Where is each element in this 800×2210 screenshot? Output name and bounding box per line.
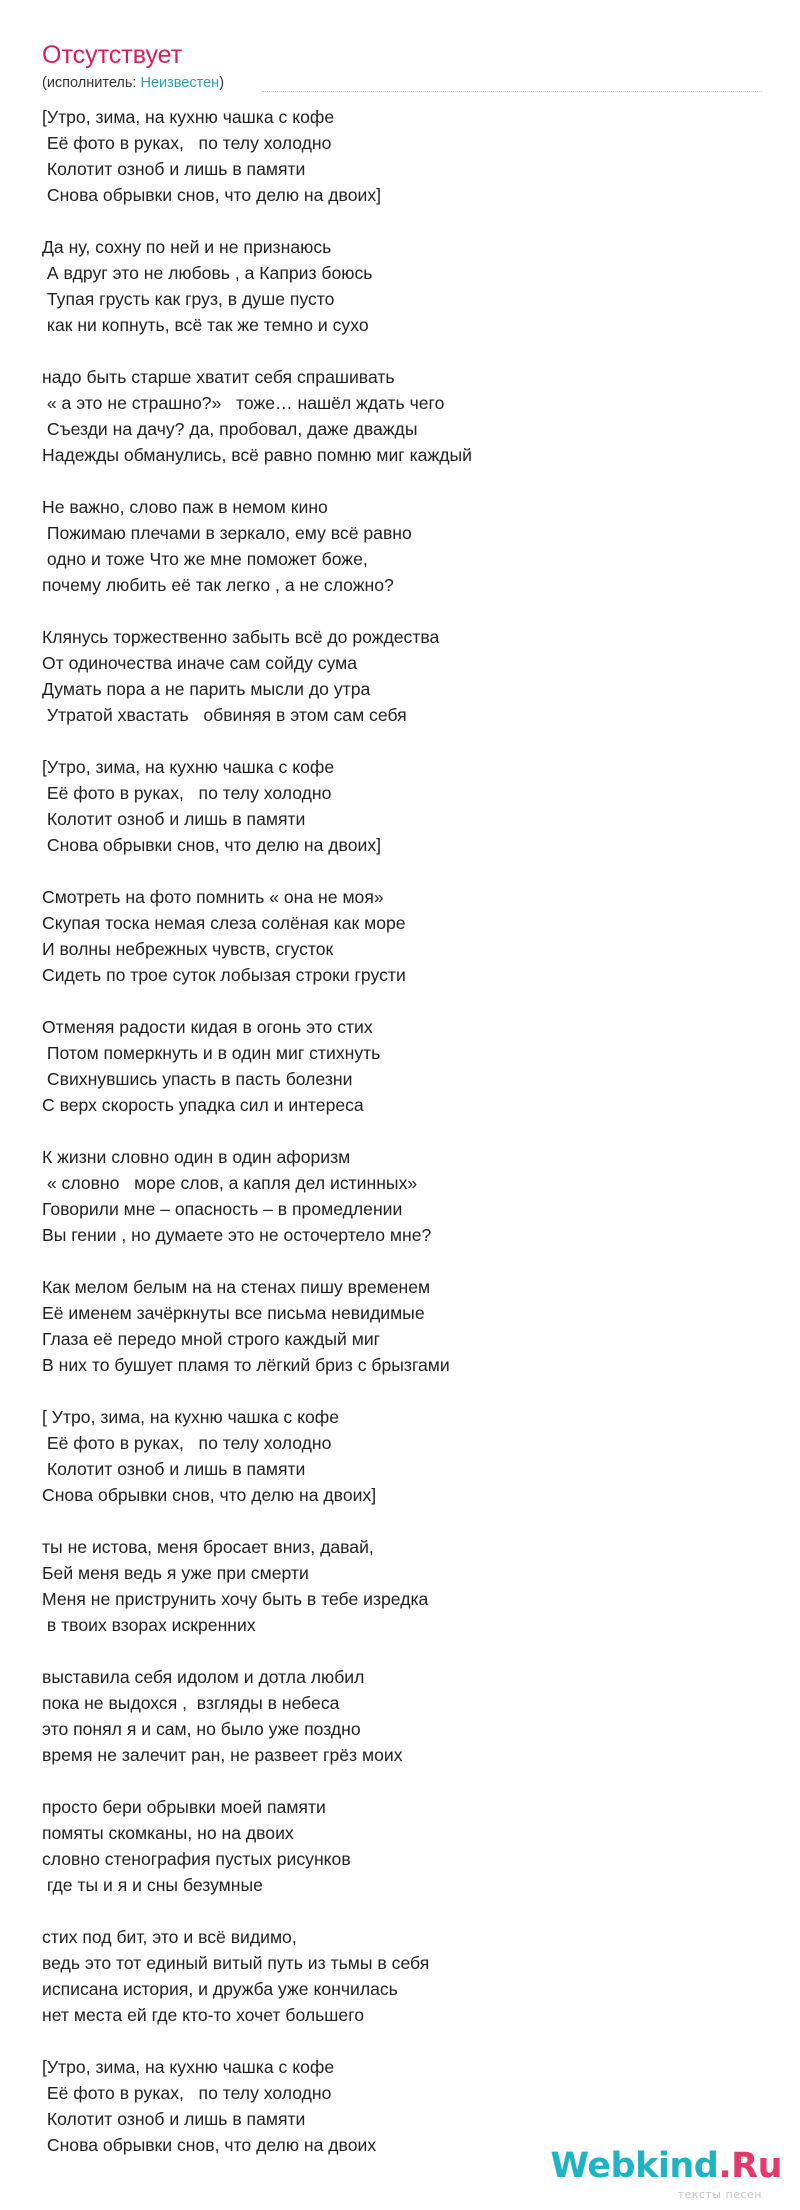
lyric-line: Съезди на дачу? да, пробовал, даже дважды (42, 419, 418, 439)
lyric-line: выставила себя идолом и дотла любил (42, 1667, 365, 1687)
lyric-line: Глаза её передо мной строго каждый миг (42, 1329, 381, 1349)
lyric-line: Вы гении , но думаете это не осточертело мне? (42, 1225, 432, 1245)
lyrics-stanza (42, 2054, 742, 2158)
lyric-line: Отменяя радости кидая в огонь это стих (42, 1017, 373, 1037)
lyric-line: Её фото в руках, по телу холодно (42, 2083, 332, 2103)
lyric-line: стих под бит, это и всё видимо, (42, 1927, 297, 1947)
lyric-line: Пожимаю плечами в зеркало, ему всё равно (42, 523, 412, 543)
header-divider (262, 91, 762, 92)
lyric-line: От одиночества иначе сам сойду сума (42, 653, 358, 673)
lyrics-stanza (42, 1014, 742, 1118)
lyric-line: как ни копнуть, всё так же темно и сухо (42, 315, 369, 335)
lyrics-stanza (42, 1924, 742, 2028)
lyric-line: ведь это тот единый витый путь из тьмы в себя (42, 1953, 430, 1973)
artist-link[interactable]: Неизвестен (140, 75, 220, 91)
lyric-line: Колотит озноб и лишь в памяти (42, 2109, 306, 2129)
lyric-line: Говорили мне – опасность – в промедлении (42, 1199, 403, 1219)
lyric-line: Клянусь торжественно забыть всё до рождества (42, 627, 440, 647)
lyric-line: Снова обрывки снов, что делю на двоих] (42, 185, 382, 205)
lyric-line: Как мелом белым на на стенах пишу временем (42, 1277, 431, 1297)
lyric-line: почему любить её так легко , а не сложно? (42, 575, 394, 595)
lyric-line: Да ну, сохну по ней и не признаюсь (42, 237, 332, 257)
lyric-line: И волны небрежных чувств, сгусток (42, 939, 334, 959)
lyrics-stanza (42, 1274, 742, 1378)
lyric-line: Скупая тоска немая слеза солёная как море (42, 913, 406, 933)
lyric-line: Надежды обманулись, всё равно помню миг каждый (42, 445, 472, 465)
lyrics-stanza (42, 1144, 742, 1248)
watermark-tagline: тексты песен (677, 2188, 762, 2201)
lyric-line: А вдруг это не любовь , а Каприз боюсь (42, 263, 373, 283)
lyric-line: просто бери обрывки моей памяти (42, 1797, 326, 1817)
artist-suffix: ) (219, 75, 225, 91)
artist-line (42, 73, 224, 93)
lyric-line: ты не истова, меня бросает вниз, давай, (42, 1537, 374, 1557)
lyrics-stanza (42, 104, 742, 208)
lyrics-stanza (42, 1664, 742, 1768)
lyrics-stanza (42, 624, 742, 728)
lyric-line: Её фото в руках, по телу холодно (42, 783, 332, 803)
lyric-line: Её именем зачёркнуты все письма невидимые (42, 1303, 425, 1323)
lyric-line: Её фото в руках, по телу холодно (42, 133, 332, 153)
lyric-line: в твоих взорах искренних (42, 1615, 256, 1635)
lyrics-text (42, 104, 742, 2184)
lyric-line: Утратой хвастать обвиняя в этом сам себя (42, 705, 407, 725)
lyric-line: [Утро, зима, на кухню чашка с кофе (42, 2057, 335, 2077)
lyric-line: Меня не приструнить хочу быть в тебе изредка (42, 1589, 429, 1609)
lyric-line: « а это не страшно?» тоже… нашёл ждать чего (42, 393, 445, 413)
lyrics-stanza (42, 234, 742, 338)
lyric-line: [Утро, зима, на кухню чашка с кофе (42, 107, 335, 127)
lyric-line: [Утро, зима, на кухню чашка с кофе (42, 757, 335, 777)
lyric-line: « словно море слов, а капля дел истинных» (42, 1173, 418, 1193)
lyric-line: Колотит озноб и лишь в памяти (42, 1459, 306, 1479)
lyric-line: надо быть старше хватит себя спрашивать (42, 367, 395, 387)
lyrics-stanza (42, 364, 742, 468)
lyric-line: Снова обрывки снов, что делю на двоих (42, 2135, 377, 2155)
lyric-line: где ты и я и сны безумные (42, 1875, 263, 1895)
lyric-line: Свихнувшись упасть в пасть болезни (42, 1069, 353, 1089)
lyrics-stanza (42, 754, 742, 858)
lyric-line: нет места ей где кто-то хочет большего (42, 2005, 365, 2025)
lyric-line: Тупая грусть как груз, в душе пусто (42, 289, 335, 309)
site-watermark (550, 2146, 782, 2202)
lyric-line: К жизни словно один в один афоризм (42, 1147, 351, 1167)
lyric-line: словно стенография пустых рисунков (42, 1849, 351, 1869)
lyrics-stanza (42, 1534, 742, 1638)
watermark-brand: Webkind (550, 2146, 719, 2186)
lyric-line: Колотит озноб и лишь в памяти (42, 159, 306, 179)
artist-prefix: (исполнитель: (42, 75, 141, 91)
watermark-logo (550, 2146, 782, 2186)
lyrics-stanza (42, 1794, 742, 1898)
lyric-line: [ Утро, зима, на кухню чашка с кофе (42, 1407, 340, 1427)
song-title: Отсутствует (42, 41, 183, 69)
lyric-line: Бей меня ведь я уже при смерти (42, 1563, 309, 1583)
lyric-line: Потом померкнуть и в один миг стихнуть (42, 1043, 381, 1063)
lyrics-stanza (42, 884, 742, 988)
lyric-line: В них то бушует пламя то лёгкий бриз с брызгами (42, 1355, 450, 1375)
lyric-line: Сидеть по трое суток лобызая строки грусти (42, 965, 406, 985)
lyric-line: Её фото в руках, по телу холодно (42, 1433, 332, 1453)
lyrics-stanza (42, 1404, 742, 1508)
lyric-line: С верх скорость упадка сил и интереса (42, 1095, 364, 1115)
lyric-line: Не важно, слово паж в немом кино (42, 497, 328, 517)
lyric-line: Снова обрывки снов, что делю на двоих] (42, 835, 382, 855)
lyrics-stanza (42, 494, 742, 598)
watermark-tld: .Ru (718, 2146, 782, 2186)
lyric-line: Колотит озноб и лишь в памяти (42, 809, 306, 829)
lyric-line: исписана история, и дружба уже кончилась (42, 1979, 398, 1999)
lyric-line: Смотреть на фото помнить « она не моя» (42, 887, 384, 907)
lyric-line: одно и тоже Что же мне поможет боже, (42, 549, 368, 569)
lyric-line: Думать пора а не парить мысли до утра (42, 679, 371, 699)
lyric-line: Снова обрывки снов, что делю на двоих] (42, 1485, 377, 1505)
lyric-line: время не залечит ран, не развеет грёз моих (42, 1745, 403, 1765)
lyric-line: пока не выдохся , взгляды в небеса (42, 1693, 340, 1713)
lyric-line: помяты скомканы, но на двоих (42, 1823, 294, 1843)
lyric-line: это понял я и сам, но было уже поздно (42, 1719, 361, 1739)
